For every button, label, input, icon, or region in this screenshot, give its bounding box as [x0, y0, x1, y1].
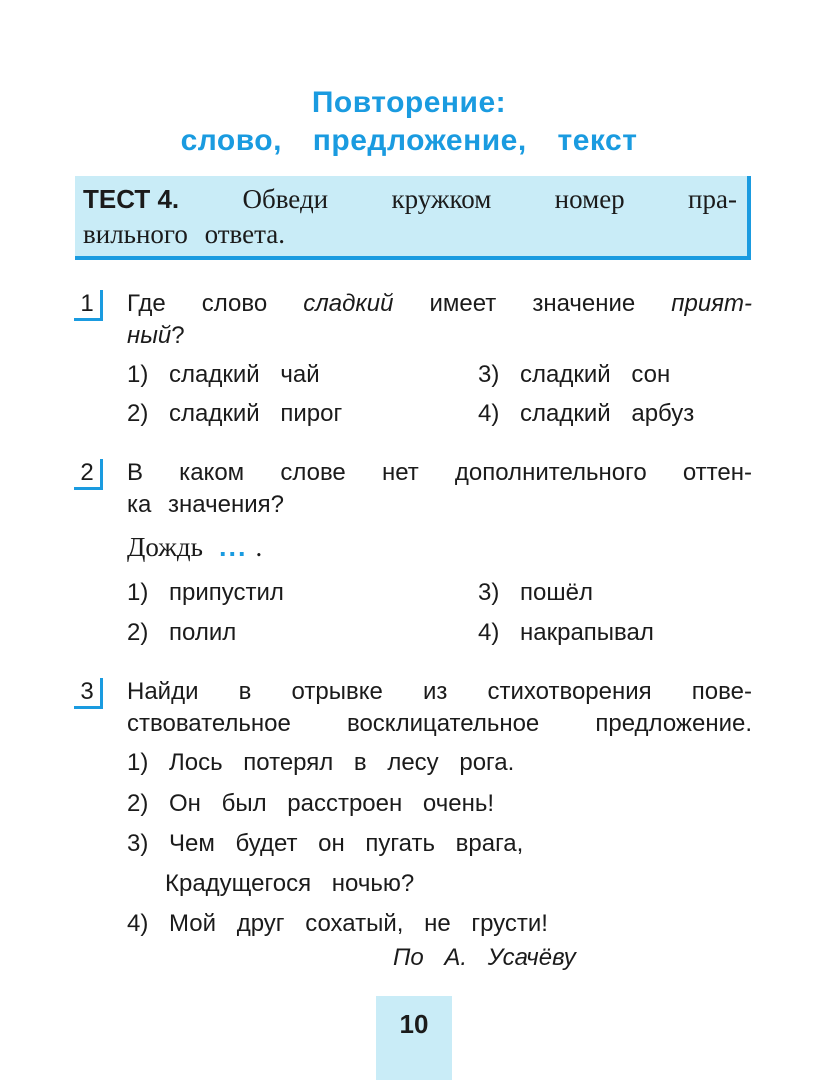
page-number: 10: [376, 996, 452, 1080]
q1-question-mark: ?: [171, 322, 185, 349]
q1-word: имеет: [429, 290, 497, 317]
q3-word: стихотворения: [487, 678, 652, 705]
q3-option-1[interactable]: 1) Лось потерял в лесу рога.: [127, 749, 515, 776]
question-1-number: 1: [74, 290, 103, 321]
q2-option-3[interactable]: 3) пошёл: [478, 579, 593, 606]
q1-option-1[interactable]: 1) сладкий чай: [127, 361, 320, 388]
question-3-number: 3: [74, 678, 103, 709]
q2-option-4[interactable]: 4) накрапывал: [478, 619, 654, 646]
poem-author: По А. Усачёву: [393, 944, 576, 971]
q1-word-italic: прият-: [671, 290, 752, 317]
test-word: пра-: [688, 184, 737, 214]
q3-option-3[interactable]: 3) Чем будет он пугать врага,: [127, 830, 524, 857]
q3-word: пове-: [691, 678, 752, 705]
question-2-text: [127, 457, 752, 521]
q1-word-italic: ный: [127, 322, 172, 349]
q1-word-italic: сладкий: [303, 290, 394, 317]
q2-option-1[interactable]: 1) припустил: [127, 579, 284, 606]
test-word: номер: [554, 184, 625, 214]
q1-word: значение: [532, 290, 636, 317]
q2-word: оттен-: [682, 459, 752, 486]
q2-word: нет: [381, 459, 419, 486]
q1-option-4[interactable]: 4) сладкий арбуз: [478, 400, 695, 427]
q2-word: слове: [280, 459, 346, 486]
q3-word: отрывке: [291, 678, 383, 705]
q3-option-3-continuation: Крадущегося ночью?: [165, 870, 415, 897]
q3-word: ствовательное: [127, 710, 291, 737]
q2-sentence: [127, 532, 262, 563]
q1-option-3[interactable]: 3) сладкий сон: [478, 361, 671, 388]
q2-blank-dots: ...: [218, 532, 248, 562]
q2-sentence-period: .: [255, 532, 263, 562]
question-3-text: [127, 676, 752, 740]
q2-option-2[interactable]: 2) полил: [127, 619, 237, 646]
q2-word: В: [127, 459, 144, 486]
test-instruction-line2: вильного ответа.: [83, 219, 285, 249]
q3-word: восклицательное: [346, 710, 540, 737]
q3-word: предложение.: [595, 710, 752, 737]
q2-line2: ка значения?: [127, 491, 284, 518]
test-instruction-line1: [83, 182, 737, 217]
q1-option-2[interactable]: 2) сладкий пирог: [127, 400, 343, 427]
q3-word: из: [422, 678, 448, 705]
test-label: ТЕСТ 4.: [83, 184, 180, 214]
q3-word: Найди: [127, 678, 199, 705]
q2-word: дополнительного: [454, 459, 647, 486]
test-word: Обведи: [242, 184, 329, 214]
section-title-line2: слово, предложение, текст: [180, 124, 638, 157]
q1-word: Где: [127, 290, 166, 317]
question-2-number: 2: [74, 459, 103, 490]
q3-option-2[interactable]: 2) Он был расстроен очень!: [127, 790, 495, 817]
test-word: кружком: [391, 184, 492, 214]
q3-option-4[interactable]: 4) Мой друг сохатый, не грусти!: [127, 910, 548, 937]
section-title-line1: Повторение:: [311, 86, 507, 119]
q2-sentence-word: Дождь: [127, 532, 203, 562]
q1-word: слово: [201, 290, 268, 317]
q3-word: в: [238, 678, 252, 705]
question-1-text: [127, 288, 752, 352]
q2-word: каком: [179, 459, 245, 486]
test-instruction-box: [75, 176, 751, 260]
